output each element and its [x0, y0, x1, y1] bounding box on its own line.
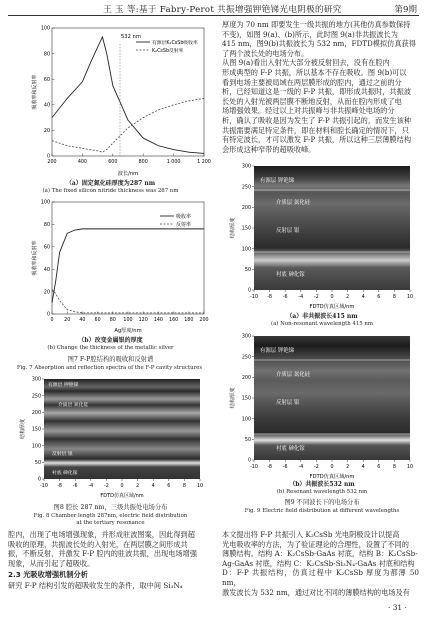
fig9a-ytick-label: 0 [247, 288, 251, 294]
fig9-caption-en: Fig. 9 Electric field distribution at different wavelengths [244, 508, 400, 514]
f7a-xtick-label: 1 200 [197, 160, 211, 165]
fig9b-layer-3: 衬底 砷化镓 [276, 446, 305, 452]
fig9a-layer-1: 介质层 氮化硅 [276, 200, 311, 206]
f7a-ytick-label: 0 [46, 154, 50, 160]
fig9-caption-cn: 图9 不同波长下的电场分布 [284, 499, 360, 506]
f7a-xtick-label: 600 [108, 160, 118, 165]
fig8-layer-3: 衬底 砷化镓 [52, 471, 78, 476]
fig9b-layer-2: 反射层 银 [276, 400, 300, 406]
fig8-ytick-label: 100 [31, 444, 41, 450]
fig8-xtick-label: 6 [167, 484, 171, 489]
fig9a-layer-3: 衬底 砷化镓 [276, 272, 305, 278]
fig9b-layer-0: 有源层 钾铯锑 [260, 348, 295, 354]
fig9b-ytick-label: 200 [241, 376, 251, 382]
fig9b-xtick-label: -6 [282, 465, 288, 470]
fig9b-field-map [222, 330, 422, 488]
fig9a-ytick-label: 300 [241, 164, 251, 170]
f7b-xtick-label: 140 [153, 318, 163, 323]
fig7a-legend-1: K₂CsSb反射率 [152, 49, 184, 54]
fig7a-caption-en: (a) The fixed silicon nitride thickness was 287 nm [42, 188, 179, 194]
page-number: · 31 · [388, 603, 407, 612]
fig8-xtick-label: 2 [136, 484, 140, 489]
fig9b-ytick-label: 100 [241, 417, 251, 423]
fig7b-legend-1: 反射率 [176, 222, 192, 228]
fig8-xtick-label: -2 [104, 484, 109, 489]
fig9b-xtick-label: 10 [406, 465, 414, 470]
fig8-caption-cn: 图8 腔长 287 nm，三级共振处电场分布 [53, 504, 168, 511]
fig7a-caption-cn: （a）固定氮化硅厚度为287 nm [65, 180, 156, 187]
fig7b-caption-en: (b) Change the thickness of the metallic silver [47, 345, 174, 351]
f7a-ytick-label: 40 [43, 103, 50, 109]
fig9b-xtick-label: 4 [361, 465, 365, 470]
f7b-ytick-label: 80 [43, 223, 50, 229]
fig7a-xlabel: 波长/nm [117, 171, 139, 177]
fig8-ytick-label: 0 [37, 477, 41, 483]
fig9b-xlabel: FDTD仿真区域/nm [309, 474, 355, 480]
fig7b-legend-0: 吸收率 [176, 214, 192, 220]
fig7-caption-en: Fig. 7 Absorption and reflection spectra of the F-P cavity structures [16, 365, 203, 371]
fig9b-xtick-label: 6 [377, 465, 381, 470]
fig7-caption-cn: 图7 F-P腔结构的吸收和反射谱 [67, 356, 154, 363]
fig9a-ylabel: 结构厚度 [230, 217, 236, 239]
fig8-xtick-label: 8 [182, 484, 186, 489]
f7b-xtick-label: 20 [64, 318, 71, 323]
f7b-xtick-label: 180 [184, 318, 194, 323]
fig8-xtick-label: 4 [151, 484, 155, 489]
fig8-caption-en-1: Fig. 8 Chamber length 287nm, electric field distribution [33, 513, 188, 519]
fig8-xtick-label: 0 [120, 484, 124, 489]
fig9a-ytick-label: 200 [241, 206, 251, 212]
bottom-right-text: 本文提出将 F-P 共振引入 K₂CsSb 光电阴极设计以提高 光电吸收率的方法，为了验证理论的合理性，设置了不同的 薄膜结构。结构 A：K₂CsSb-GaAs 衬底，结构 B：K₂CsSb- Ag-GaAs 衬底，结构 C：K₂CsSb-Si₃N₄-GaAs 衬底和结构 D：F-P 共振结构，仿真过程中 K₂CsSb 厚度为都薄 50 nm， 激发波长为 532 nm，通过对比不同的薄膜结构的电场及有 [222, 530, 419, 597]
fig9a-xtick-label: 0 [330, 295, 334, 300]
fig9b-caption-cn: （b）共振波长532 nm [289, 481, 355, 488]
fig9a-xtick-label: -2 [314, 295, 319, 300]
fig9a-ytick-label: 150 [241, 226, 251, 232]
fig9b-ytick-label: 300 [241, 334, 251, 340]
fig7a-reflection-line [52, 98, 204, 152]
fig9b-ytick-label: 50 [244, 438, 251, 444]
f7a-ytick-label: 80 [43, 52, 50, 58]
fig8-caption-en-2: at the tertiary resonance [76, 520, 145, 526]
f7a-ytick-label: 20 [43, 129, 50, 135]
fig8-xtick-label: -6 [72, 484, 78, 489]
fig7b-caption-cn: （b）改变金属银的厚度 [78, 337, 143, 344]
fig9a-layer-0: 有源层 钾铯锑 [260, 178, 295, 184]
fig9a-xtick-label: 6 [377, 295, 381, 300]
f7b-xtick-label: 200 [199, 318, 209, 323]
fig8-ylabel: 结构厚度 [20, 418, 26, 440]
fig7a-peak-label: 532 nm [121, 34, 141, 40]
fig9b-xtick-label: 8 [392, 465, 396, 470]
fig8-layer-2: 反射层 银 [52, 452, 73, 457]
fig9a-ytick-label: 50 [244, 268, 251, 274]
issue-number: 第9期 [394, 5, 417, 15]
f7b-xtick-label: 160 [169, 318, 179, 323]
f7a-xtick-label: 1 000 [166, 160, 181, 165]
bottom-left-text-after: 研究 F-P 结构引发的超吸收发生的条件，取中间 Si₃N₄ [8, 581, 183, 590]
fig7a-grid [41, 26, 211, 165]
f7b-xtick-label: 60 [94, 318, 101, 323]
fig9a-field-map [222, 160, 422, 320]
f7b-ytick-label: 0 [46, 312, 50, 318]
f7b-ytick-label: 20 [43, 290, 50, 296]
fig7b-reflection-line [52, 289, 204, 313]
fig9a-ytick-label: 100 [241, 247, 251, 253]
f7a-ytick-label: 60 [43, 77, 50, 83]
f7b-xtick-label: 120 [138, 318, 148, 323]
fig9b-ytick-label: 150 [241, 396, 251, 402]
fig9b-caption-en: (b) Resonant wavelength 532 nm [276, 489, 368, 495]
fig8-ytick-label: 300 [31, 377, 41, 383]
fig8-xtick-label: -8 [57, 484, 62, 489]
fig8-xlabel: FDTD仿真区域/nm [100, 493, 144, 499]
fig7a-chart [8, 20, 213, 188]
fig8-xtick-label: -10 [40, 484, 48, 489]
fig7b-chart [8, 198, 213, 353]
fig8-ytick-label: 250 [31, 394, 41, 400]
fig8-ytick-label: 200 [31, 411, 41, 417]
fig9a-xtick-label: 4 [361, 295, 365, 300]
fig9b-xtick-label: -8 [267, 465, 272, 470]
running-header [8, 2, 419, 16]
fig7b-ylabel: 吸收率和反射率 [32, 240, 38, 276]
f7b-ytick-label: 100 [40, 200, 50, 206]
fig9b-ytick-label: 0 [247, 458, 251, 464]
fig9a-xtick-label: -4 [298, 295, 304, 300]
fig8-field-map [12, 375, 212, 503]
fig9a-xtick-label: -8 [267, 295, 272, 300]
fig7b-absorption-line [52, 229, 204, 303]
fig7b-xlabel: Ag厚度/nm [114, 328, 142, 334]
fig9a-caption-cn: （a）非共振波长415 nm [286, 313, 358, 320]
fig8-xtick-label: 10 [196, 484, 204, 489]
fig9a-layer-2: 反射层 银 [276, 228, 300, 234]
f7a-xtick-label: 400 [77, 160, 87, 165]
fig9a-xtick-label: 10 [406, 295, 414, 300]
fig9a-xtick-label: 2 [346, 295, 350, 300]
fig9a-xtick-label: -10 [250, 295, 258, 300]
fig9b-ylabel: 结构厚度 [230, 387, 236, 409]
fig9b-xtick-label: -4 [298, 465, 304, 470]
fig8-layer-1: 介质层 氮化硅 [58, 403, 89, 408]
f7b-ytick-label: 60 [43, 245, 50, 251]
fig8-layer-0: 有源层 钾铯锑 [48, 383, 79, 388]
fig8-ytick-label: 50 [34, 461, 41, 467]
section-title: 2.3 光吸收增强机制分析 [8, 570, 88, 579]
fig7a-absorption-line [52, 37, 204, 153]
f7b-xtick-label: 0 [50, 318, 54, 323]
fig7a-legend-0: 有源层K₂CsSb吸收率 [152, 41, 198, 46]
fig9b-ytick-label: 250 [241, 355, 251, 361]
f7b-xtick-label: 80 [109, 318, 116, 323]
running-title: 王 玉 等:基于 Fabry-Perot 共振增强钾铯锑光电阴极的研究 [103, 5, 342, 15]
fig9b-layer-1: 介质层 氮化硅 [276, 372, 311, 378]
fig9b-xtick-label: 2 [346, 465, 350, 470]
fig9a-xtick-label: 8 [392, 295, 396, 300]
f7a-xtick-label: 800 [138, 160, 148, 165]
f7a-xtick-label: 200 [47, 160, 57, 165]
bottom-left-text: 腔内，出现了电场增强现象，并形成驻波图案，因此得到超 吸收的原理，共振波长处的入射光，在两层膜之间形成共 振，不断反射，并激发 F-P 腔内的驻波共振，出现电场增强 现象，从而引起了超吸收。 [8, 530, 198, 568]
fig9b-xtick-label: -2 [314, 465, 319, 470]
f7b-xtick-label: 40 [79, 318, 86, 323]
f7b-xtick-label: 100 [123, 318, 133, 323]
fig8-ytick-label: 150 [31, 427, 41, 433]
fig9b-xtick-label: 0 [330, 465, 334, 470]
right-column-text: 厚度为 70 nm 即要发生一级共振的地方(其他仿真参数保持 不变)，如图 9(a)、(b)所示，此时图 9(a)非共振波长为 415 nm，图9(b)共振波长为 532 nm，FDTD模拟仿真获得 了两个波长处的电场分布。 从图 9(a)看出入射光大部分被反射回去，没有在腔内 形成典型的 F-P 共振，所以基本不存在吸收。图 9(b)可以 看到电场主要被局域在两层膜形成的腔内，通过之前的分 析，已经知道这是一级的 F-P 共振，即形成共振时，共振波 长处的入射光被两层膜不断地反射，从而在腔内形成了电 场增强效果。经过以上对共振峰与非共振峰处电场的分 析，确认了吸收是因为发生了 F-P 共振引起的，而发生该种 共振需要满足特定条件，即在材料和腔长确定的情况下，只 有特定波长，才可以激发 F-P 共振，所以这种三层薄膜结构 会形成这种窄带的超吸收峰。 [222, 20, 416, 154]
fig8-xtick-label: -4 [88, 484, 94, 489]
fig9a-xlabel: FDTD仿真区域/nm [309, 304, 355, 310]
fig9b-xtick-label: -10 [250, 465, 258, 470]
fig7a-ylabel: 吸收率和反射率 [32, 74, 38, 110]
fig9a-caption-en: (a) Non-resonant wavelength 415 nm [270, 321, 374, 327]
fig9a-ytick-label: 250 [241, 185, 251, 191]
f7a-ytick-label: 100 [40, 26, 50, 32]
fig9a-xtick-label: -6 [282, 295, 288, 300]
f7b-ytick-label: 40 [43, 267, 50, 273]
